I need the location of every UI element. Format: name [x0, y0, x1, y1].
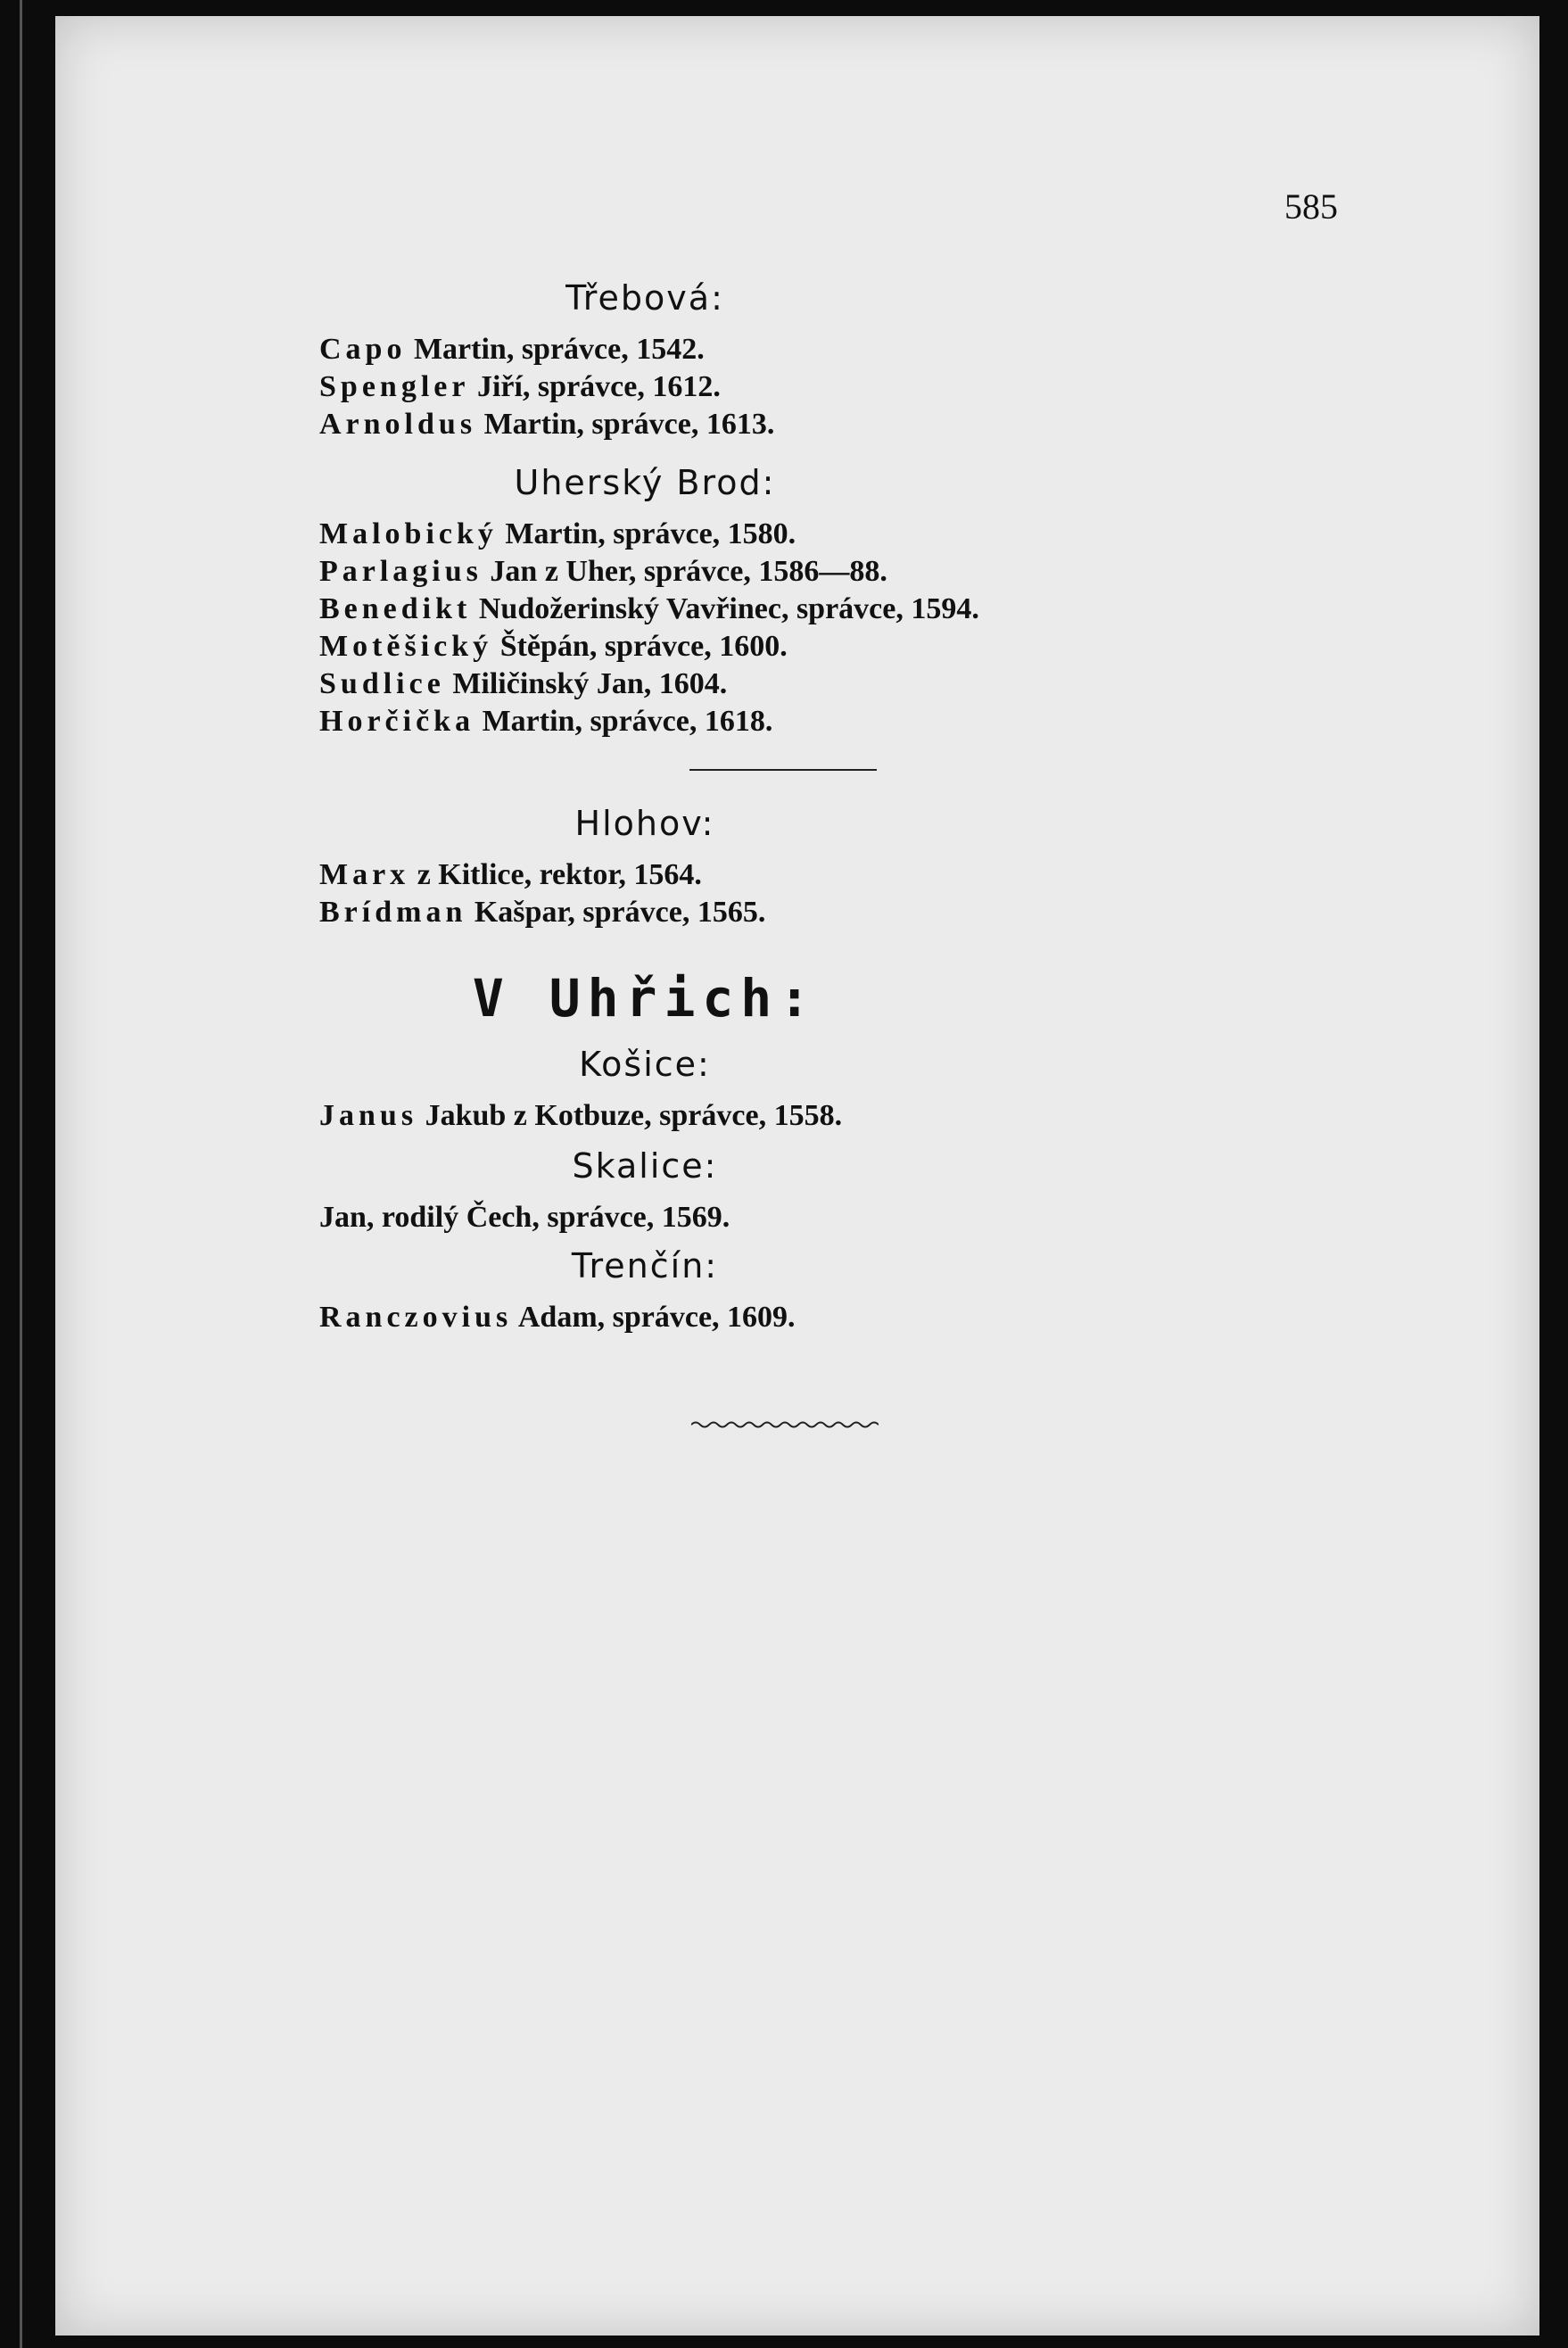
section-trencin	[319, 1246, 970, 1336]
section-heading: Uherský Brod:	[514, 463, 776, 502]
section-heading: Třebová:	[565, 278, 724, 318]
page-number: 585	[1284, 186, 1338, 227]
list-item: Janus Jakub z Kotbuze, správce, 1558.	[319, 1099, 843, 1132]
list-item: Motěšický Štěpán, správce, 1600.	[319, 630, 788, 663]
list-item: Horčička Martin, správce, 1618.	[319, 705, 773, 738]
list-item: Sudlice Miličinský Jan, 1604.	[319, 667, 728, 700]
list-item: Brídman Kašpar, správce, 1565.	[319, 896, 766, 929]
section-skalice	[319, 1146, 970, 1236]
section-heading: Košice:	[579, 1045, 711, 1084]
main-heading: V Uhřich:	[472, 968, 818, 1029]
list-item: Benedikt Nudožerinský Vavřinec, správce, 1594.	[319, 592, 979, 625]
binding-edge	[20, 0, 22, 2348]
list-item: Ranczovius Adam, správce, 1609.	[319, 1301, 796, 1334]
list-item: Jan, rodilý Čech, správce, 1569.	[319, 1201, 730, 1234]
section-trebova	[319, 278, 970, 443]
section-heading: Hlohov:	[574, 804, 715, 843]
list-item: Spengler Jiří, správce, 1612.	[319, 370, 721, 403]
section-uhersky-brod	[319, 463, 979, 740]
section-heading: Skalice:	[572, 1146, 718, 1186]
section-hlohov	[319, 806, 970, 931]
list-item: Parlagius Jan z Uher, správce, 1586—88.	[319, 555, 887, 588]
section-divider	[689, 769, 877, 771]
list-item: Capo Martin, správce, 1542.	[319, 333, 705, 366]
list-item: Marx z Kitlice, rektor, 1564.	[319, 858, 702, 891]
end-ornament	[691, 1418, 879, 1431]
section-heading: Trenčín:	[571, 1246, 719, 1286]
list-item: Malobický Martin, správce, 1580.	[319, 517, 796, 550]
section-kosice	[319, 1047, 970, 1135]
list-item: Arnoldus Martin, správce, 1613.	[319, 408, 775, 441]
